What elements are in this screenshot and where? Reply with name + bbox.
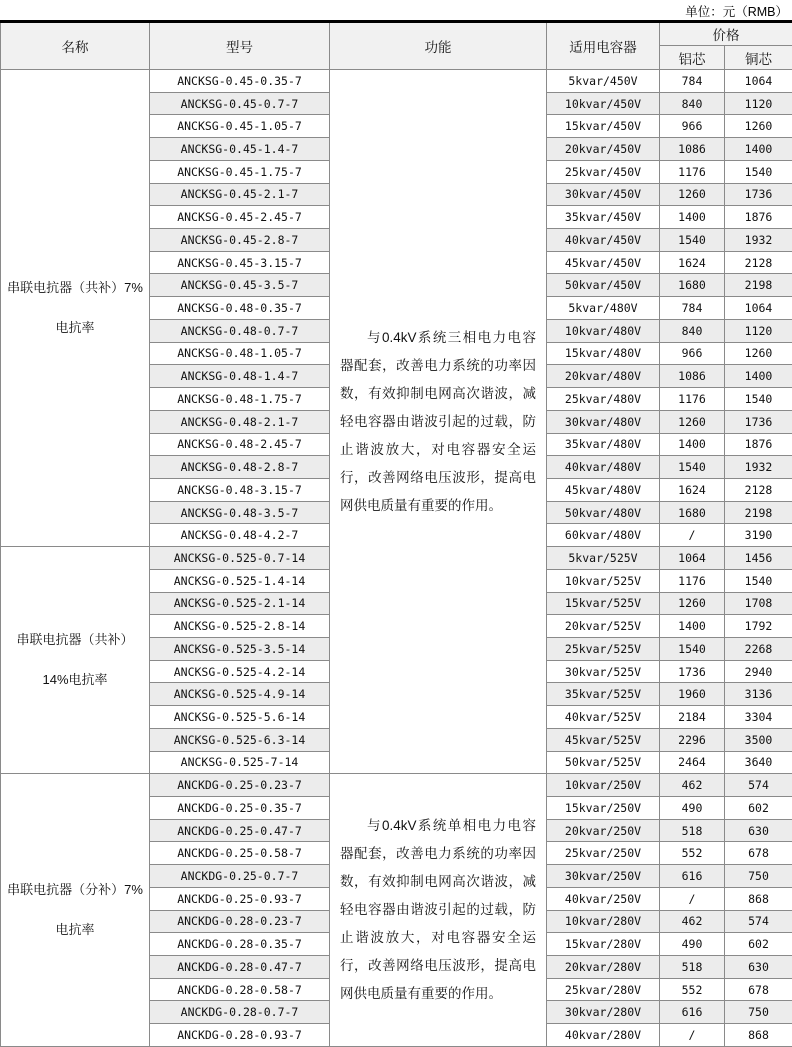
copper-price-cell: 1708 xyxy=(725,592,792,615)
model-cell: ANCKSG-0.48-4.2-7 xyxy=(150,524,330,547)
copper-price-cell: 630 xyxy=(725,956,792,979)
copper-price-cell: 678 xyxy=(725,842,792,865)
capacitor-cell: 5kvar/450V xyxy=(547,70,660,93)
copper-price-cell: 1400 xyxy=(725,365,792,388)
aluminum-price-cell: / xyxy=(660,1024,725,1047)
model-cell: ANCKSG-0.45-3.5-7 xyxy=(150,274,330,297)
model-cell: ANCKSG-0.525-7-14 xyxy=(150,751,330,774)
aluminum-price-cell: 1680 xyxy=(660,501,725,524)
capacitor-cell: 25kvar/525V xyxy=(547,637,660,660)
copper-price-cell: 1876 xyxy=(725,206,792,229)
capacitor-cell: 30kvar/280V xyxy=(547,1001,660,1024)
capacitor-cell: 10kvar/250V xyxy=(547,774,660,797)
model-cell: ANCKDG-0.28-0.23-7 xyxy=(150,910,330,933)
copper-price-cell: 1064 xyxy=(725,70,792,93)
model-cell: ANCKSG-0.48-0.35-7 xyxy=(150,297,330,320)
copper-price-cell: 1932 xyxy=(725,456,792,479)
copper-price-cell: 2940 xyxy=(725,660,792,683)
aluminum-price-cell: 840 xyxy=(660,92,725,115)
copper-price-cell: 2268 xyxy=(725,637,792,660)
capacitor-cell: 45kvar/525V xyxy=(547,728,660,751)
aluminum-price-cell: 966 xyxy=(660,342,725,365)
aluminum-price-cell: / xyxy=(660,524,725,547)
model-cell: ANCKSG-0.525-0.7-14 xyxy=(150,547,330,570)
capacitor-cell: 40kvar/450V xyxy=(547,229,660,252)
aluminum-price-cell: 462 xyxy=(660,910,725,933)
product-name-cell xyxy=(1,70,150,547)
aluminum-price-cell: 490 xyxy=(660,797,725,820)
copper-price-cell: 574 xyxy=(725,910,792,933)
copper-price-cell: 2128 xyxy=(725,478,792,501)
aluminum-price-cell: 518 xyxy=(660,956,725,979)
copper-price-cell: 1120 xyxy=(725,319,792,342)
model-cell: ANCKDG-0.25-0.93-7 xyxy=(150,887,330,910)
capacitor-cell: 20kvar/525V xyxy=(547,615,660,638)
model-cell: ANCKSG-0.525-2.8-14 xyxy=(150,615,330,638)
capacitor-cell: 30kvar/450V xyxy=(547,183,660,206)
model-cell: ANCKSG-0.48-2.8-7 xyxy=(150,456,330,479)
model-cell: ANCKSG-0.48-2.45-7 xyxy=(150,433,330,456)
price-table xyxy=(0,20,792,1047)
table-row xyxy=(1,774,792,797)
model-cell: ANCKSG-0.48-3.15-7 xyxy=(150,478,330,501)
aluminum-price-cell: 490 xyxy=(660,933,725,956)
capacitor-cell: 20kvar/480V xyxy=(547,365,660,388)
copper-price-cell: 868 xyxy=(725,887,792,910)
aluminum-price-cell: / xyxy=(660,887,725,910)
aluminum-price-cell: 1064 xyxy=(660,547,725,570)
copper-price-cell: 3640 xyxy=(725,751,792,774)
header-aluminum-core: 铝芯 xyxy=(660,46,725,70)
capacitor-cell: 25kvar/450V xyxy=(547,160,660,183)
copper-price-cell: 868 xyxy=(725,1024,792,1047)
aluminum-price-cell: 518 xyxy=(660,819,725,842)
aluminum-price-cell: 1086 xyxy=(660,365,725,388)
copper-price-cell: 2198 xyxy=(725,274,792,297)
model-cell: ANCKDG-0.28-0.7-7 xyxy=(150,1001,330,1024)
aluminum-price-cell: 1400 xyxy=(660,615,725,638)
copper-price-cell: 1932 xyxy=(725,229,792,252)
copper-price-cell: 1736 xyxy=(725,183,792,206)
capacitor-cell: 30kvar/525V xyxy=(547,660,660,683)
table-body xyxy=(1,70,792,1047)
capacitor-cell: 25kvar/250V xyxy=(547,842,660,865)
capacitor-cell: 25kvar/480V xyxy=(547,388,660,411)
aluminum-price-cell: 1624 xyxy=(660,478,725,501)
capacitor-cell: 30kvar/250V xyxy=(547,865,660,888)
aluminum-price-cell: 552 xyxy=(660,842,725,865)
capacitor-cell: 15kvar/525V xyxy=(547,592,660,615)
model-cell: ANCKSG-0.525-6.3-14 xyxy=(150,728,330,751)
model-cell: ANCKSG-0.48-2.1-7 xyxy=(150,410,330,433)
product-name-cell xyxy=(1,547,150,774)
capacitor-cell: 10kvar/280V xyxy=(547,910,660,933)
model-cell: ANCKSG-0.525-5.6-14 xyxy=(150,706,330,729)
copper-price-cell: 2128 xyxy=(725,251,792,274)
capacitor-cell: 15kvar/250V xyxy=(547,797,660,820)
model-cell: ANCKSG-0.45-3.15-7 xyxy=(150,251,330,274)
capacitor-cell: 30kvar/480V xyxy=(547,410,660,433)
function-text: 与0.4kV系统单相电力电容器配套，改善电力系统的功率因数，有效抑制电网高次谐波，减轻电容器由谐波引起的过载，防止谐波放大，对电容器安全运行，改善网络电压波形，提高电网供电质量有重要的作用。 xyxy=(340,818,536,1002)
aluminum-price-cell: 1260 xyxy=(660,410,725,433)
aluminum-price-cell: 1176 xyxy=(660,388,725,411)
capacitor-cell: 40kvar/280V xyxy=(547,1024,660,1047)
aluminum-price-cell: 966 xyxy=(660,115,725,138)
header-row-1 xyxy=(1,22,792,46)
model-cell: ANCKDG-0.25-0.35-7 xyxy=(150,797,330,820)
model-cell: ANCKSG-0.48-3.5-7 xyxy=(150,501,330,524)
copper-price-cell: 574 xyxy=(725,774,792,797)
capacitor-cell: 5kvar/480V xyxy=(547,297,660,320)
capacitor-cell: 35kvar/480V xyxy=(547,433,660,456)
aluminum-price-cell: 616 xyxy=(660,1001,725,1024)
aluminum-price-cell: 1260 xyxy=(660,592,725,615)
copper-price-cell: 1540 xyxy=(725,388,792,411)
capacitor-cell: 20kvar/450V xyxy=(547,138,660,161)
copper-price-cell: 1540 xyxy=(725,569,792,592)
product-name-line: 串联电抗器（共补）7% xyxy=(7,280,143,296)
copper-price-cell: 1120 xyxy=(725,92,792,115)
model-cell: ANCKSG-0.48-1.05-7 xyxy=(150,342,330,365)
model-cell: ANCKDG-0.25-0.47-7 xyxy=(150,819,330,842)
copper-price-cell: 1792 xyxy=(725,615,792,638)
model-cell: ANCKDG-0.28-0.58-7 xyxy=(150,978,330,1001)
product-name-line: 串联电抗器（共补） xyxy=(16,632,134,648)
capacitor-cell: 50kvar/525V xyxy=(547,751,660,774)
model-cell: ANCKDG-0.25-0.7-7 xyxy=(150,865,330,888)
product-name-line: 电抗率 xyxy=(55,320,95,336)
aluminum-price-cell: 1960 xyxy=(660,683,725,706)
unit-label: 单位：元（RMB） xyxy=(685,5,788,19)
aluminum-price-cell: 784 xyxy=(660,70,725,93)
aluminum-price-cell: 1624 xyxy=(660,251,725,274)
function-text: 与0.4kV系统三相电力电容器配套，改善电力系统的功率因数，有效抑制电网高次谐波，减轻电容器由谐波引起的过载，防止谐波放大，对电容器安全运行，改善网络电压波形，提高电网供电质量有重要的作用。 xyxy=(340,329,536,513)
model-cell: ANCKSG-0.45-1.05-7 xyxy=(150,115,330,138)
table-header xyxy=(1,22,792,70)
capacitor-cell: 5kvar/525V xyxy=(547,547,660,570)
capacitor-cell: 15kvar/280V xyxy=(547,933,660,956)
model-cell: ANCKSG-0.45-0.7-7 xyxy=(150,92,330,115)
aluminum-price-cell: 784 xyxy=(660,297,725,320)
capacitor-cell: 45kvar/450V xyxy=(547,251,660,274)
header-price: 价格 xyxy=(660,22,792,46)
copper-price-cell: 1260 xyxy=(725,342,792,365)
function-cell xyxy=(330,70,547,774)
model-cell: ANCKDG-0.28-0.47-7 xyxy=(150,956,330,979)
product-name-line: 串联电抗器（分补）7% xyxy=(7,882,143,898)
aluminum-price-cell: 1540 xyxy=(660,456,725,479)
aluminum-price-cell: 1260 xyxy=(660,183,725,206)
capacitor-cell: 35kvar/525V xyxy=(547,683,660,706)
capacitor-cell: 15kvar/450V xyxy=(547,115,660,138)
aluminum-price-cell: 1400 xyxy=(660,433,725,456)
model-cell: ANCKDG-0.28-0.35-7 xyxy=(150,933,330,956)
capacitor-cell: 10kvar/480V xyxy=(547,319,660,342)
model-cell: ANCKSG-0.45-2.8-7 xyxy=(150,229,330,252)
aluminum-price-cell: 2184 xyxy=(660,706,725,729)
model-cell: ANCKDG-0.25-0.23-7 xyxy=(150,774,330,797)
table-row xyxy=(1,70,792,93)
copper-price-cell: 750 xyxy=(725,1001,792,1024)
copper-price-cell: 678 xyxy=(725,978,792,1001)
capacitor-cell: 50kvar/450V xyxy=(547,274,660,297)
capacitor-cell: 40kvar/480V xyxy=(547,456,660,479)
copper-price-cell: 3500 xyxy=(725,728,792,751)
copper-price-cell: 3136 xyxy=(725,683,792,706)
model-cell: ANCKSG-0.525-1.4-14 xyxy=(150,569,330,592)
product-name-line: 电抗率 xyxy=(55,922,95,938)
capacitor-cell: 20kvar/280V xyxy=(547,956,660,979)
aluminum-price-cell: 1540 xyxy=(660,637,725,660)
model-cell: ANCKSG-0.48-1.75-7 xyxy=(150,388,330,411)
model-cell: ANCKSG-0.45-1.75-7 xyxy=(150,160,330,183)
model-cell: ANCKSG-0.525-4.2-14 xyxy=(150,660,330,683)
copper-price-cell: 750 xyxy=(725,865,792,888)
aluminum-price-cell: 2464 xyxy=(660,751,725,774)
capacitor-cell: 45kvar/480V xyxy=(547,478,660,501)
model-cell: ANCKSG-0.525-2.1-14 xyxy=(150,592,330,615)
copper-price-cell: 1456 xyxy=(725,547,792,570)
aluminum-price-cell: 1400 xyxy=(660,206,725,229)
capacitor-cell: 35kvar/450V xyxy=(547,206,660,229)
aluminum-price-cell: 462 xyxy=(660,774,725,797)
model-cell: ANCKSG-0.45-1.4-7 xyxy=(150,138,330,161)
capacitor-cell: 10kvar/525V xyxy=(547,569,660,592)
model-cell: ANCKSG-0.48-0.7-7 xyxy=(150,319,330,342)
header-name: 名称 xyxy=(1,22,150,70)
header-capacitor: 适用电容器 xyxy=(547,22,660,70)
copper-price-cell: 3304 xyxy=(725,706,792,729)
model-cell: ANCKSG-0.48-1.4-7 xyxy=(150,365,330,388)
function-cell xyxy=(330,774,547,1047)
header-model: 型号 xyxy=(150,22,330,70)
model-cell: ANCKDG-0.25-0.58-7 xyxy=(150,842,330,865)
model-cell: ANCKSG-0.45-2.45-7 xyxy=(150,206,330,229)
model-cell: ANCKSG-0.525-4.9-14 xyxy=(150,683,330,706)
capacitor-cell: 25kvar/280V xyxy=(547,978,660,1001)
copper-price-cell: 3190 xyxy=(725,524,792,547)
copper-price-cell: 602 xyxy=(725,933,792,956)
aluminum-price-cell: 616 xyxy=(660,865,725,888)
capacitor-cell: 50kvar/480V xyxy=(547,501,660,524)
capacitor-cell: 60kvar/480V xyxy=(547,524,660,547)
model-cell: ANCKSG-0.45-2.1-7 xyxy=(150,183,330,206)
model-cell: ANCKDG-0.28-0.93-7 xyxy=(150,1024,330,1047)
model-cell: ANCKSG-0.525-3.5-14 xyxy=(150,637,330,660)
capacitor-cell: 20kvar/250V xyxy=(547,819,660,842)
copper-price-cell: 1064 xyxy=(725,297,792,320)
copper-price-cell: 1540 xyxy=(725,160,792,183)
aluminum-price-cell: 1540 xyxy=(660,229,725,252)
aluminum-price-cell: 1176 xyxy=(660,569,725,592)
aluminum-price-cell: 1176 xyxy=(660,160,725,183)
capacitor-cell: 10kvar/450V xyxy=(547,92,660,115)
copper-price-cell: 630 xyxy=(725,819,792,842)
aluminum-price-cell: 552 xyxy=(660,978,725,1001)
aluminum-price-cell: 1086 xyxy=(660,138,725,161)
aluminum-price-cell: 1736 xyxy=(660,660,725,683)
header-copper-core: 铜芯 xyxy=(725,46,792,70)
capacitor-cell: 40kvar/525V xyxy=(547,706,660,729)
copper-price-cell: 602 xyxy=(725,797,792,820)
copper-price-cell: 1260 xyxy=(725,115,792,138)
product-name-line: 14%电抗率 xyxy=(42,672,108,688)
copper-price-cell: 1876 xyxy=(725,433,792,456)
aluminum-price-cell: 1680 xyxy=(660,274,725,297)
capacitor-cell: 40kvar/250V xyxy=(547,887,660,910)
copper-price-cell: 2198 xyxy=(725,501,792,524)
capacitor-cell: 15kvar/480V xyxy=(547,342,660,365)
model-cell: ANCKSG-0.45-0.35-7 xyxy=(150,70,330,93)
copper-price-cell: 1736 xyxy=(725,410,792,433)
aluminum-price-cell: 2296 xyxy=(660,728,725,751)
product-name-cell xyxy=(1,774,150,1047)
aluminum-price-cell: 840 xyxy=(660,319,725,342)
copper-price-cell: 1400 xyxy=(725,138,792,161)
header-function: 功能 xyxy=(330,22,547,70)
